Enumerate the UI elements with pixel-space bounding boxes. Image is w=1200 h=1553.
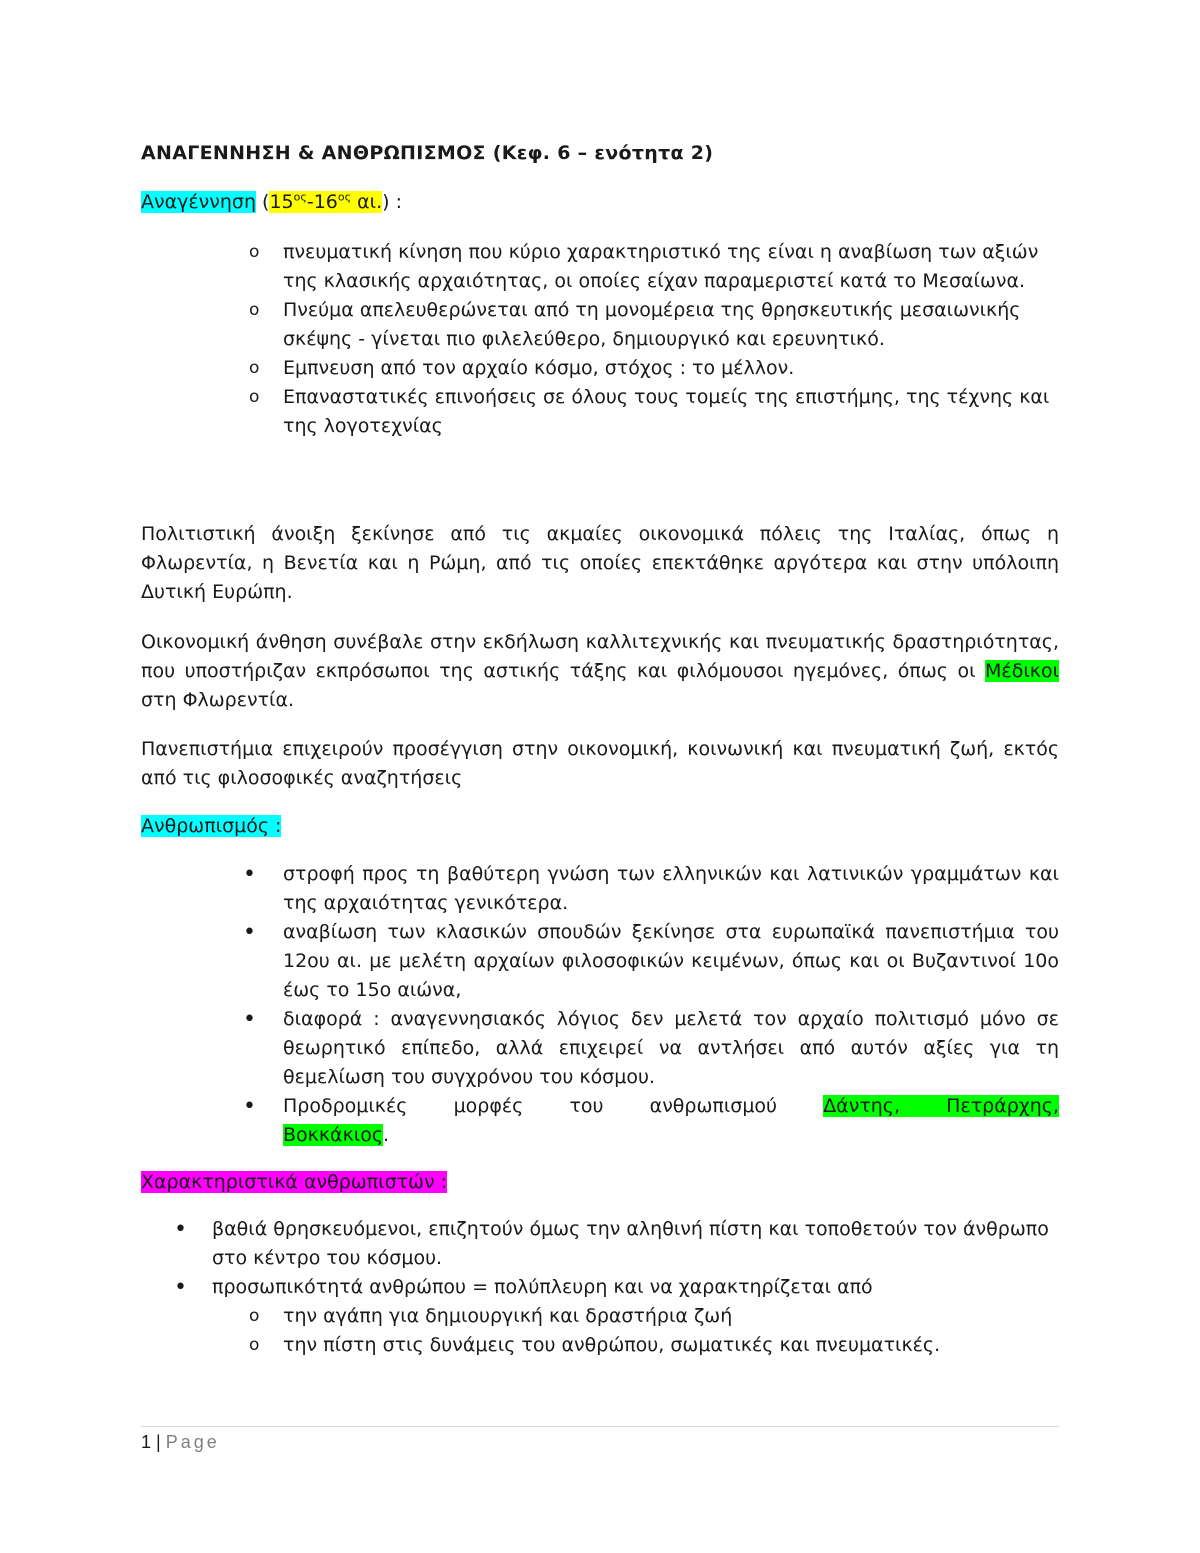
list-item-text: την πίστη στις δυνάμεις του ανθρώπου, σωματικές και πνευματικές. [283,1334,941,1356]
list-item [243,918,1059,1005]
bullet-icon: • [174,1275,187,1300]
traits-sublist [249,1302,1063,1360]
dates-mid: -16 [306,191,338,213]
circle-bullet-icon: o [249,300,260,320]
humanism-label: Ανθρωπισμός : [141,815,282,837]
paragraph-universities: Πανεπιστήμια επιχειρούν προσέγγιση στην οικονομική, κοινωνική και πνευματική ζωή, εκτός από τις φιλοσοφικές αναζητήσεις [141,738,1059,789]
list-item [243,1005,1059,1092]
list-item [249,383,1063,441]
list-item-text: βαθιά θρησκευόμενοι, επιζητούν όμως την αληθινή πίστη και τοποθετούν τον άνθρωπο στο κέντρο του κόσμου. [212,1218,1049,1269]
circle-bullet-icon: o [249,1306,260,1326]
list-item-text: πνευματική κίνηση που κύριο χαρακτηριστικό της είναι η αναβίωση των αξιών της κλασικής αρχαιότητας, οι οποίες είχαν παραμεριστεί κατά το Μεσαίωνα. [283,241,1039,292]
list-item [249,1302,1063,1331]
dates-start-sup: ος [293,190,307,204]
list-item-text: Πνεύμα απελευθερώνεται από τη μονομέρεια της θρησκευτικής μεσαιωνικής σκέψης - γίνεται πιο φιλελεύθερο, δημιουργικό και ερευνητικό. [283,299,1021,350]
bullet-icon: • [243,862,256,887]
list-item-text: στροφή προς τη βαθύτερη γνώση των ελληνικών και λατινικών γραμμάτων και της αρχαιότητας γενικότερα. [283,863,1059,914]
circle-bullet-icon: o [249,387,260,407]
bullet-icon: • [174,1217,187,1242]
precursors-line-2 [283,1121,1059,1150]
circle-bullet-icon: o [249,242,260,262]
economy-text-end: στη Φλωρεντία. [141,689,295,711]
circle-bullet-icon: o [249,1335,260,1355]
list-item-text: την αγάπη για δημιουργική και δραστήρια ζωή [283,1305,733,1327]
bullet-icon: • [243,1094,256,1119]
list-item-text: αναβίωση των κλασικών σπουδών ξεκίνησε στα ευρωπαϊκά πανεπιστήμια του 12ου αι. με μελέτη αρχαίων φιλοσοφικών κειμένων, όπως και οι Βυζαντινοί 10ο έως το 15ο αιώνα, [283,921,1059,1001]
precursors-end: . [382,1124,390,1146]
list-item [249,296,1063,354]
renaissance-label: Αναγέννηση [141,191,257,213]
dates-mid-sup: ος [337,190,352,204]
list-item [243,1092,1059,1150]
list-item [174,1215,1062,1273]
renaissance-list [249,238,1063,441]
list-item [249,354,1063,383]
list-item [249,238,1063,296]
list-item [249,1331,1063,1360]
paragraph-economy [141,628,1059,715]
renaissance-paren-open: ( [256,191,270,213]
footer-divider [141,1426,1059,1427]
boccaccio-highlight: Βοκκάκιος [283,1124,383,1146]
paragraph-culture: Πολιτιστική άνοιξη ξεκίνησε από τις ακμαίες οικονομικά πόλεις της Ιταλίας, όπως η Φλωρεντία, η Βενετία και η Ρώμη, από τις οποίες επεκτάθηκε αργότερα και στην υπόλοιπη Δυτική Ευρώπη. [141,523,1059,603]
circle-bullet-icon: o [249,358,260,378]
dante-petrarch-highlight: Δάντης, Πετράρχης, [823,1095,1059,1117]
humanism-heading [141,812,281,841]
bullet-icon: • [243,920,256,945]
traits-heading [141,1168,447,1197]
page-label: Page [165,1432,220,1452]
list-item-text: διαφορά : αναγεννησιακός λόγιος δεν μελετά τον αρχαίο πολιτισμό μόνο σε θεωρητικό επίπεδο, αλλά επιχειρεί να αντλήσει από αυτόν αξίες για τη θεμελίωση του συγχρόνου του κόσμου. [283,1008,1059,1088]
traits-list [174,1215,1062,1360]
renaissance-dates [269,191,382,213]
footer-separator: | [151,1432,166,1452]
list-item [243,860,1059,918]
dates-start: 15 [269,191,294,213]
page-title: ΑΝΑΓΕΝΝΗΣΗ & ΑΝΘΡΩΠΙΣΜΟΣ (Κεφ. 6 – ενότητα 2) [141,142,714,164]
precursors-line [283,1092,1059,1121]
medici-highlight: Μέδικοι [985,660,1059,682]
page-number: 1 [141,1432,152,1452]
renaissance-paren-close: ) : [382,191,402,213]
list-item-text: Επαναστατικές επινοήσεις σε όλους τους τομείς της επιστήμης, της τέχνης και της λογοτεχνίας [283,386,1050,437]
dates-end: αι. [351,191,383,213]
bullet-icon: • [243,1007,256,1032]
humanism-list [243,860,1059,1150]
traits-label: Χαρακτηριστικά ανθρωπιστών : [141,1171,448,1193]
page-footer [141,1432,220,1453]
precursors-text: Προδρομικές μορφές του ανθρωπισμού [283,1095,824,1117]
renaissance-heading [141,188,402,217]
list-item-text: Εμπνευση από τον αρχαίο κόσμο, στόχος : το μέλλον. [283,357,795,379]
economy-text: Οικονομική άνθηση συνέβαλε στην εκδήλωση καλλιτεχνικής και πνευματικής δραστηριότητας, που υποστήριζαν εκπρόσωποι της αστικής τάξης και φιλόμουσοι ηγεμόνες, όπως οι [141,631,1059,682]
list-item-text: προσωπικότητά ανθρώπου = πολύπλευρη και να χαρακτηρίζεται από [212,1276,873,1298]
list-item [174,1273,1062,1360]
